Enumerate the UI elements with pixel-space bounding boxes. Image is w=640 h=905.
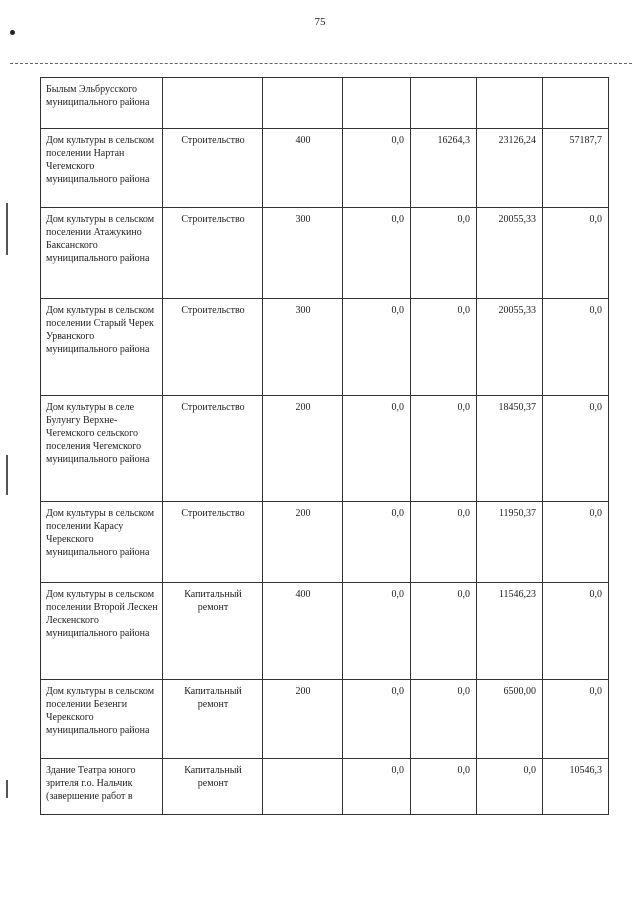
value-cell [411, 78, 477, 129]
value-cell: 0,0 [343, 208, 411, 299]
top-rule [10, 63, 632, 64]
capacity-cell: 400 [263, 583, 343, 680]
object-name-cell: Дом культуры в селе Булунгу Верхне-Чегемского сельского поселения Чегемского муниципального района [41, 396, 163, 502]
value-cell: 0,0 [343, 129, 411, 208]
capacity-cell: 200 [263, 396, 343, 502]
value-cell: 0,0 [411, 583, 477, 680]
value-cell: 11546,23 [477, 583, 543, 680]
object-name-cell: Былым Эльбрусского муниципального района [41, 78, 163, 129]
capacity-cell [263, 78, 343, 129]
value-cell: 0,0 [411, 759, 477, 815]
value-cell: 18450,37 [477, 396, 543, 502]
object-name-cell: Дом культуры в сельском поселении Второй Лескен Лескенского муниципального района [41, 583, 163, 680]
capacity-cell: 200 [263, 680, 343, 759]
value-cell: 6500,00 [477, 680, 543, 759]
table-row [41, 680, 609, 759]
capacity-cell [263, 759, 343, 815]
value-cell: 0,0 [543, 396, 609, 502]
scan-edge-mark [6, 203, 8, 255]
capacity-cell: 400 [263, 129, 343, 208]
value-cell: 0,0 [411, 208, 477, 299]
value-cell: 0,0 [543, 208, 609, 299]
value-cell: 0,0 [543, 502, 609, 583]
value-cell: 0,0 [543, 299, 609, 396]
value-cell: 0,0 [411, 396, 477, 502]
work-type-cell [163, 78, 263, 129]
table-row [41, 759, 609, 815]
value-cell: 0,0 [343, 396, 411, 502]
scan-edge-mark [6, 455, 8, 495]
work-type-cell: Строительство [163, 502, 263, 583]
value-cell: 20055,33 [477, 208, 543, 299]
work-type-cell: Капитальный ремонт [163, 583, 263, 680]
object-name-cell: Дом культуры в сельском поселении Карасу Черекского муниципального района [41, 502, 163, 583]
value-cell: 0,0 [543, 583, 609, 680]
work-type-cell: Капитальный ремонт [163, 680, 263, 759]
value-cell: 16264,3 [411, 129, 477, 208]
value-cell: 0,0 [543, 680, 609, 759]
value-cell [543, 78, 609, 129]
work-type-cell: Строительство [163, 208, 263, 299]
object-name-cell: Дом культуры в сельском поселении Старый Черек Урванского муниципального района [41, 299, 163, 396]
scan-dot-mark [10, 30, 15, 35]
table-row [41, 208, 609, 299]
value-cell: 23126,24 [477, 129, 543, 208]
value-cell: 10546,3 [543, 759, 609, 815]
value-cell: 0,0 [343, 680, 411, 759]
value-cell [477, 78, 543, 129]
value-cell: 11950,37 [477, 502, 543, 583]
work-type-cell: Строительство [163, 299, 263, 396]
data-table [40, 77, 609, 815]
table-row [41, 396, 609, 502]
scan-edge-mark [6, 780, 8, 798]
capacity-cell: 300 [263, 208, 343, 299]
table-row [41, 502, 609, 583]
value-cell: 0,0 [343, 583, 411, 680]
value-cell: 0,0 [343, 299, 411, 396]
value-cell [343, 78, 411, 129]
work-type-cell: Строительство [163, 129, 263, 208]
value-cell: 0,0 [411, 502, 477, 583]
capacity-cell: 300 [263, 299, 343, 396]
value-cell: 0,0 [477, 759, 543, 815]
value-cell: 57187,7 [543, 129, 609, 208]
object-name-cell: Дом культуры в сельском поселении Безенги Черекского муниципального района [41, 680, 163, 759]
table-row [41, 583, 609, 680]
table-row [41, 299, 609, 396]
capacity-cell: 200 [263, 502, 343, 583]
object-name-cell: Дом культуры в сельском поселении Нартан Чегемского муниципального района [41, 129, 163, 208]
value-cell: 0,0 [343, 759, 411, 815]
value-cell: 0,0 [411, 299, 477, 396]
work-type-cell: Капитальный ремонт [163, 759, 263, 815]
value-cell: 0,0 [343, 502, 411, 583]
object-name-cell: Здание Театра юного зрителя г.о. Нальчик (завершение работ в [41, 759, 163, 815]
value-cell: 0,0 [411, 680, 477, 759]
object-name-cell: Дом культуры в сельском поселении Атажукино Баксанского муниципального района [41, 208, 163, 299]
table-row [41, 78, 609, 129]
value-cell: 20055,33 [477, 299, 543, 396]
table-row [41, 129, 609, 208]
page-number: 75 [314, 16, 326, 28]
work-type-cell: Строительство [163, 396, 263, 502]
